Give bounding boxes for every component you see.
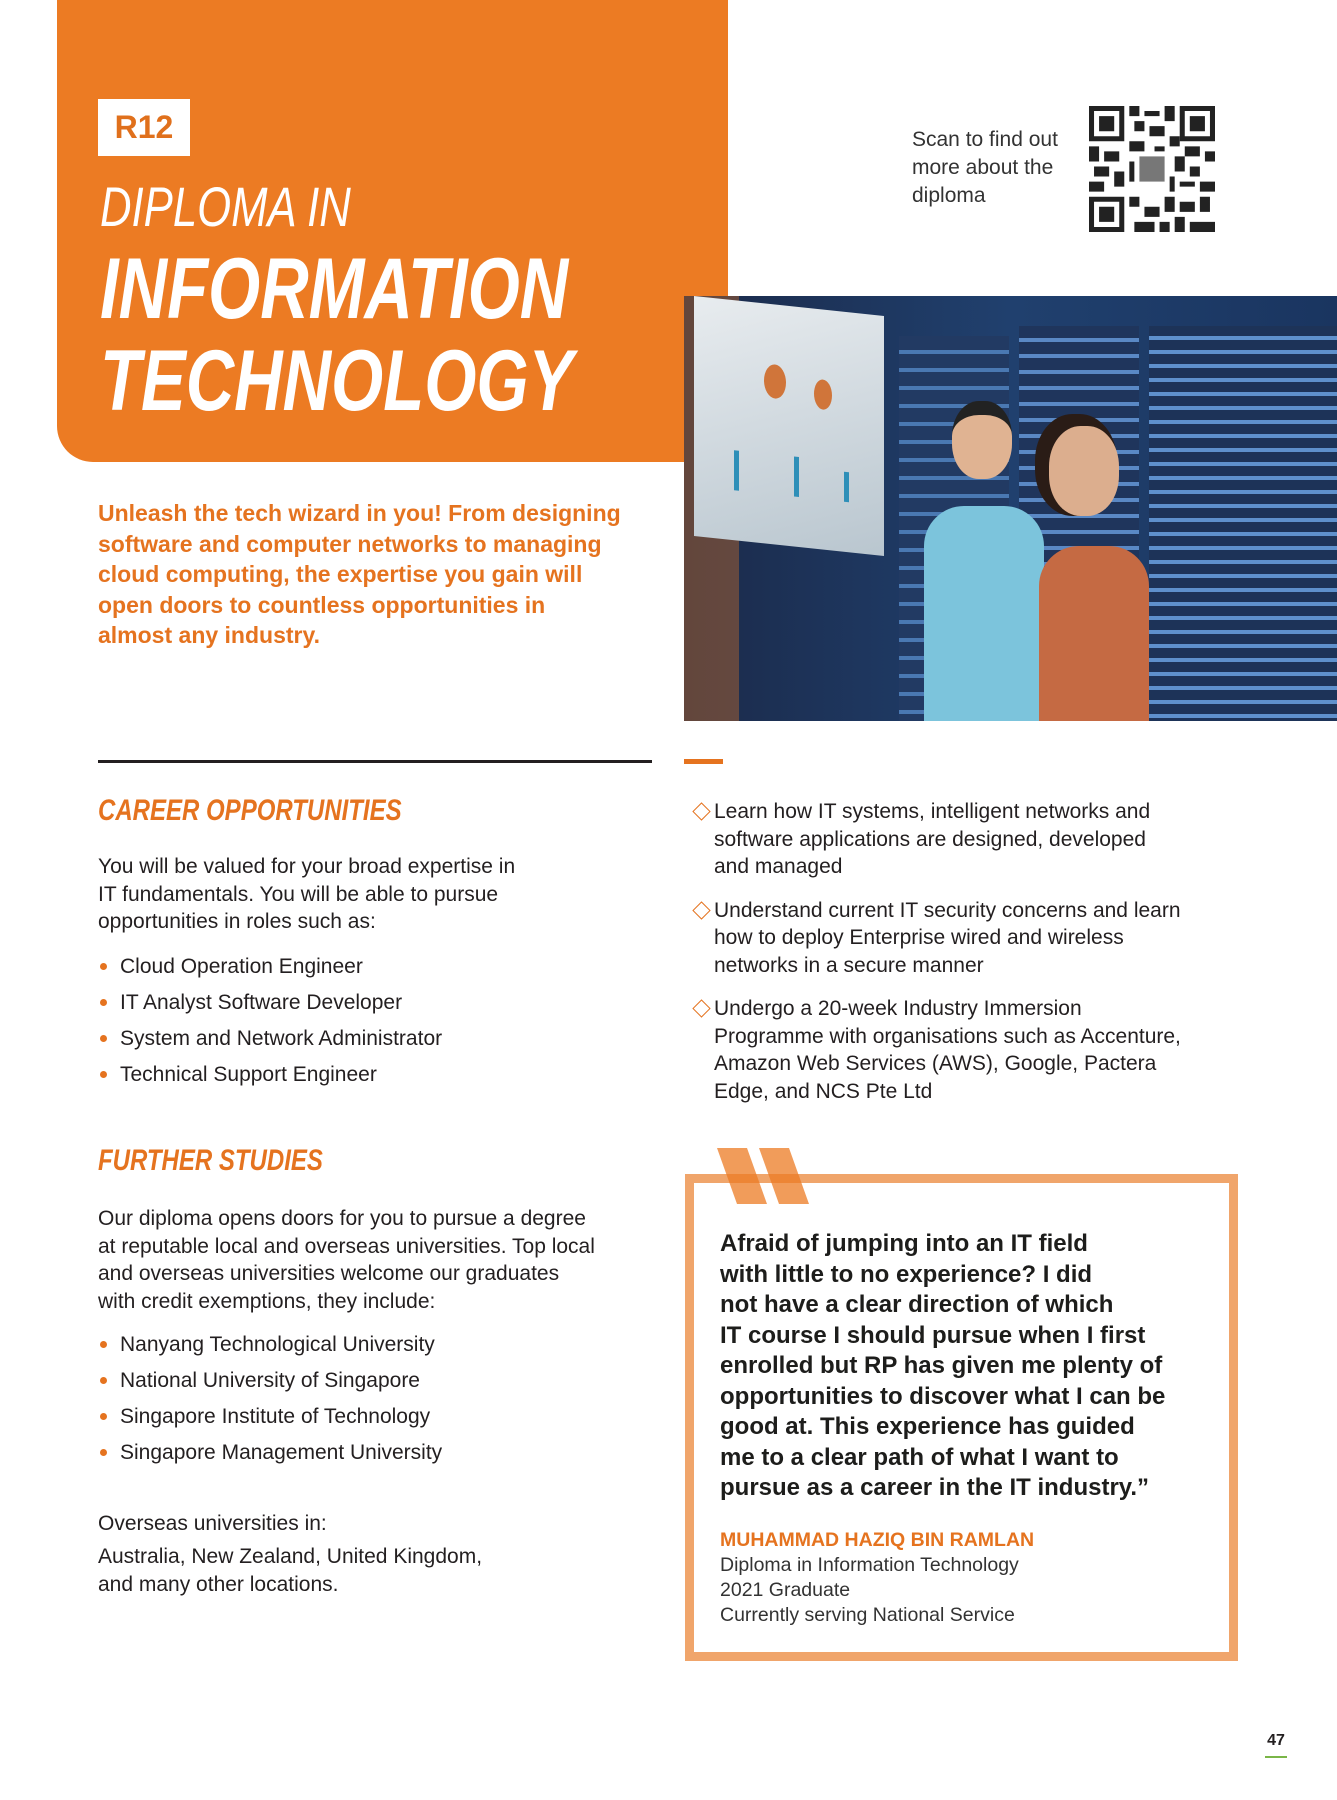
- course-code-badge: R12: [98, 99, 190, 156]
- list-item: Singapore Management University: [98, 1439, 442, 1475]
- qr-caption: [912, 126, 1058, 210]
- testimonial-quote: Afraid of jumping into an IT field with little to no experience? I did not have a clear direction of which IT course I should pursue when I first enrolled but RP has given me plenty of opportunities to discover what I can be good at. This experience has guided me to a clear path of what I want to pursue as a career in the IT industry.”: [720, 1230, 1166, 1501]
- accent-dash: [684, 759, 723, 764]
- title-line-1: DIPLOMA IN: [100, 175, 351, 238]
- title-line-3: TECHNOLOGY: [100, 333, 574, 429]
- person-2: [1039, 546, 1149, 721]
- intro-text: Unleash the tech wizard in you! From designing software and computer networks to managing cloud computing, the expertise you gain will open doors to countless opportunities in almost any industry.: [98, 500, 621, 648]
- server-rack: [1149, 326, 1337, 721]
- monitor-screen: [694, 296, 884, 556]
- overseas-locations: Australia, New Zealand, United Kingdom, and many other locations.: [98, 1545, 483, 1596]
- qr-caption-line: Scan to find out: [912, 128, 1058, 151]
- testimonial-details: Diploma in Information Technology 2021 Graduate Currently serving National Service: [720, 1554, 1019, 1626]
- career-roles-list: [98, 953, 442, 1097]
- divider: [98, 760, 652, 763]
- career-heading: CAREER OPPORTUNITIES: [98, 794, 402, 827]
- person-1: [924, 506, 1044, 721]
- title-line-2: INFORMATION: [100, 241, 569, 337]
- list-item: IT Analyst Software Developer: [98, 989, 442, 1025]
- qr-caption-line: diploma: [912, 184, 986, 207]
- list-item: Nanyang Technological University: [98, 1331, 442, 1367]
- page-number: 47: [1267, 1732, 1285, 1749]
- list-item: Technical Support Engineer: [98, 1061, 442, 1097]
- highlights-list: [693, 798, 1253, 1121]
- overseas-label: Overseas universities in:: [98, 1512, 327, 1535]
- page-number-underline: [1265, 1756, 1287, 1758]
- list-item: Cloud Operation Engineer: [98, 953, 442, 989]
- list-item: Singapore Institute of Technology: [98, 1403, 442, 1439]
- career-paragraph: You will be valued for your broad expertise in IT fundamentals. You will be able to pursue opportunities in roles such as:: [98, 855, 516, 933]
- further-studies-heading: FURTHER STUDIES: [98, 1144, 323, 1177]
- qr-caption-line: more about the: [912, 156, 1054, 179]
- testimonial-name: MUHAMMAD HAZIQ BIN RAMLAN: [720, 1529, 1035, 1551]
- further-paragraph: Our diploma opens doors for you to pursue a degree at reputable local and overseas universities. Top local and overseas universities welcome our graduates with credit exemptions, they include:: [98, 1207, 595, 1313]
- list-item: National University of Singapore: [98, 1367, 442, 1403]
- universities-list: [98, 1331, 442, 1475]
- students-server-room-photo: [684, 296, 1337, 721]
- qr-code-icon[interactable]: [1088, 106, 1216, 232]
- quote-marks-icon: [717, 1148, 812, 1204]
- list-item: Learn how IT systems, intelligent networks and software applications are designed, developed and managed: [693, 798, 1253, 881]
- list-item: Undergo a 20-week Industry Immersion Programme with organisations such as Accenture, Amazon Web Services (AWS), Google, Pactera Edge, and NCS Pte Ltd: [693, 995, 1253, 1105]
- list-item: Understand current IT security concerns and learn how to deploy Enterprise wired and wireless networks in a secure manner: [693, 897, 1253, 980]
- list-item: System and Network Administrator: [98, 1025, 442, 1061]
